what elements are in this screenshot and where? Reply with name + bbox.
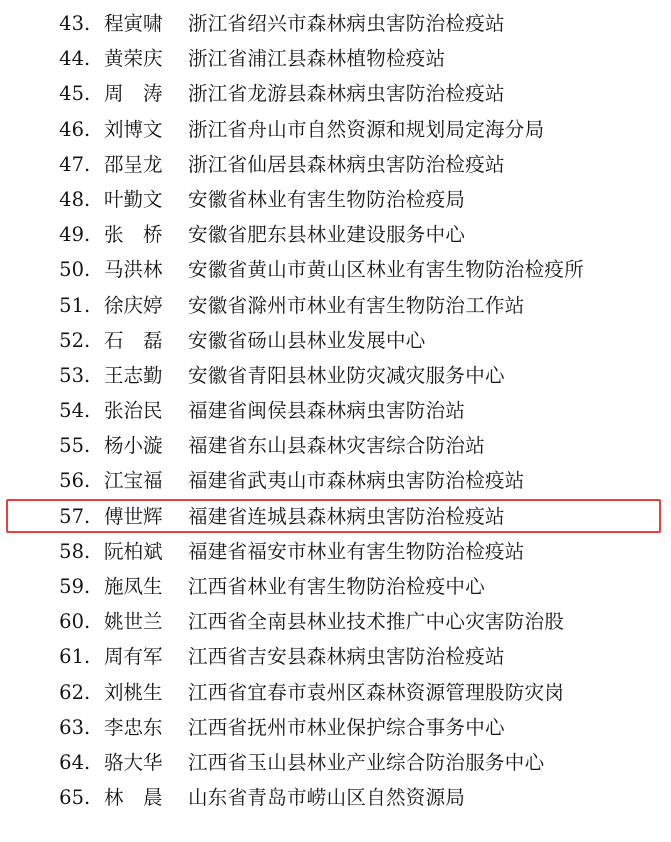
entry-number-separator: . xyxy=(84,152,91,176)
entry-number: 49 xyxy=(59,223,84,247)
entry-number-separator: . xyxy=(84,680,91,704)
list-item xyxy=(0,780,671,815)
entry-person-name: 刘博文 xyxy=(104,117,163,141)
entry-number-separator: . xyxy=(84,117,91,141)
entry-organization: 江西省全南县林业技术推广中心灾害防治股 xyxy=(188,610,565,634)
entry-number-separator: . xyxy=(84,610,91,634)
list-item xyxy=(0,428,671,463)
entry-organization: 江西省林业有害生物防治检疫中心 xyxy=(188,575,486,598)
entry-organization: 安徽省砀山县林业发展中心 xyxy=(188,328,426,352)
entry-person-name: 施凤生 xyxy=(104,575,163,598)
list-item xyxy=(0,217,671,252)
entry-number: 54 xyxy=(59,399,84,423)
entry-number-separator: . xyxy=(84,82,91,106)
entry-person-name: 李忠东 xyxy=(104,715,163,739)
list-item xyxy=(0,76,671,111)
entry-person-name: 骆大华 xyxy=(104,750,163,774)
entry-person-name: 程寅啸 xyxy=(104,12,163,35)
entry-number: 53 xyxy=(59,363,84,387)
entry-number: 57 xyxy=(59,504,84,528)
entry-number-separator: . xyxy=(84,363,91,387)
entry-number: 47 xyxy=(59,152,84,176)
list-item xyxy=(0,534,671,569)
entry-number: 46 xyxy=(59,117,84,141)
entry-number: 51 xyxy=(59,293,84,317)
entry-number: 62 xyxy=(59,680,84,704)
entry-organization: 浙江省仙居县森林病虫害防治检疫站 xyxy=(188,152,505,176)
entry-organization: 福建省东山县森林灾害综合防治站 xyxy=(188,434,486,458)
entry-person-name: 周 涛 xyxy=(104,82,163,106)
entry-number: 59 xyxy=(59,575,84,598)
entry-number: 65 xyxy=(59,786,84,810)
entry-organization: 福建省闽侯县森林病虫害防治站 xyxy=(188,399,466,423)
entry-person-name: 林 晨 xyxy=(104,786,163,810)
entry-number: 64 xyxy=(59,750,84,774)
entry-number: 52 xyxy=(59,328,84,352)
entry-organization: 江西省吉安县森林病虫害防治检疫站 xyxy=(188,645,505,669)
entry-number: 61 xyxy=(59,645,84,669)
entry-number-separator: . xyxy=(84,223,91,247)
entry-number-separator: . xyxy=(84,750,91,774)
entry-person-name: 徐庆婷 xyxy=(104,293,163,317)
entry-organization: 江西省玉山县林业产业综合防治服务中心 xyxy=(188,750,545,774)
entry-number-separator: . xyxy=(84,47,91,71)
list-item-highlighted xyxy=(0,499,671,534)
entry-number: 55 xyxy=(59,434,84,458)
list-item xyxy=(0,745,671,780)
list-item xyxy=(0,147,671,182)
list-item xyxy=(0,6,671,41)
entry-number: 63 xyxy=(59,715,84,739)
entry-person-name: 江宝福 xyxy=(104,469,163,493)
list-item xyxy=(0,639,671,674)
entry-person-name: 石 磊 xyxy=(104,328,163,352)
entry-organization: 江西省宜春市袁州区森林资源管理股防灾岗 xyxy=(188,680,565,704)
entry-number-separator: . xyxy=(84,399,91,423)
entry-organization: 安徽省滁州市林业有害生物防治工作站 xyxy=(188,293,525,317)
entry-person-name: 刘桃生 xyxy=(104,680,163,704)
list-item xyxy=(0,710,671,745)
entry-organization: 浙江省绍兴市森林病虫害防治检疫站 xyxy=(188,12,505,35)
entry-person-name: 叶勤文 xyxy=(104,187,163,211)
entry-number: 45 xyxy=(59,82,84,106)
entry-organization: 江西省抚州市林业保护综合事务中心 xyxy=(188,715,505,739)
entry-number-separator: . xyxy=(84,504,91,528)
entry-number: 44 xyxy=(59,47,84,71)
entry-number-separator: . xyxy=(84,328,91,352)
entry-organization: 福建省福安市林业有害生物防治检疫站 xyxy=(188,539,525,563)
entry-organization: 浙江省浦江县森林植物检疫站 xyxy=(188,47,446,71)
entry-number-separator: . xyxy=(84,715,91,739)
entry-organization: 山东省青岛市崂山区自然资源局 xyxy=(188,786,466,810)
entry-number-separator: . xyxy=(84,786,91,810)
entry-number-separator: . xyxy=(84,187,91,211)
entry-organization: 安徽省肥东县林业建设服务中心 xyxy=(188,223,466,247)
list-item xyxy=(0,182,671,217)
entry-number: 58 xyxy=(59,539,84,563)
entry-organization: 安徽省黄山市黄山区林业有害生物防治检疫所 xyxy=(188,258,585,282)
entry-person-name: 黄荣庆 xyxy=(104,47,163,71)
entry-number-separator: . xyxy=(84,539,91,563)
entry-person-name: 王志勤 xyxy=(104,363,163,387)
entry-number-separator: . xyxy=(84,258,91,282)
entry-number-separator: . xyxy=(84,645,91,669)
entry-organization: 福建省连城县森林病虫害防治检疫站 xyxy=(188,504,505,528)
entry-number-separator: . xyxy=(84,469,91,493)
entry-number: 48 xyxy=(59,187,84,211)
entry-number: 43 xyxy=(59,12,84,35)
entry-person-name: 傅世辉 xyxy=(104,504,163,528)
list-item xyxy=(0,358,671,393)
entry-organization: 安徽省林业有害生物防治检疫局 xyxy=(188,187,466,211)
entry-number-separator: . xyxy=(84,434,91,458)
entry-organization: 浙江省舟山市自然资源和规划局定海分局 xyxy=(188,117,545,141)
list-item xyxy=(0,112,671,147)
entry-number-separator: . xyxy=(84,12,91,35)
list-item xyxy=(0,323,671,358)
list-item xyxy=(0,41,671,76)
list-item xyxy=(0,569,671,604)
entry-person-name: 姚世兰 xyxy=(104,610,163,634)
entry-number-separator: . xyxy=(84,293,91,317)
entry-person-name: 杨小漩 xyxy=(104,434,163,458)
entry-person-name: 周有军 xyxy=(104,645,163,669)
list-item xyxy=(0,252,671,287)
entry-organization: 福建省武夷山市森林病虫害防治检疫站 xyxy=(188,469,525,493)
entry-person-name: 张 桥 xyxy=(104,223,163,247)
list-item xyxy=(0,393,671,428)
list-item xyxy=(0,288,671,323)
list-item xyxy=(0,463,671,498)
entry-number: 50 xyxy=(59,258,84,282)
entry-organization: 安徽省青阳县林业防灾减灾服务中心 xyxy=(188,363,505,387)
entry-organization: 浙江省龙游县森林病虫害防治检疫站 xyxy=(188,82,505,106)
entry-number: 56 xyxy=(59,469,84,493)
entry-person-name: 邵呈龙 xyxy=(104,152,163,176)
list-item xyxy=(0,604,671,639)
entry-person-name: 张治民 xyxy=(104,399,163,423)
entry-number-separator: . xyxy=(84,575,91,598)
list-item xyxy=(0,675,671,710)
entry-number: 60 xyxy=(59,610,84,634)
entry-person-name: 马洪林 xyxy=(104,258,163,282)
entry-person-name: 阮柏斌 xyxy=(104,539,163,563)
